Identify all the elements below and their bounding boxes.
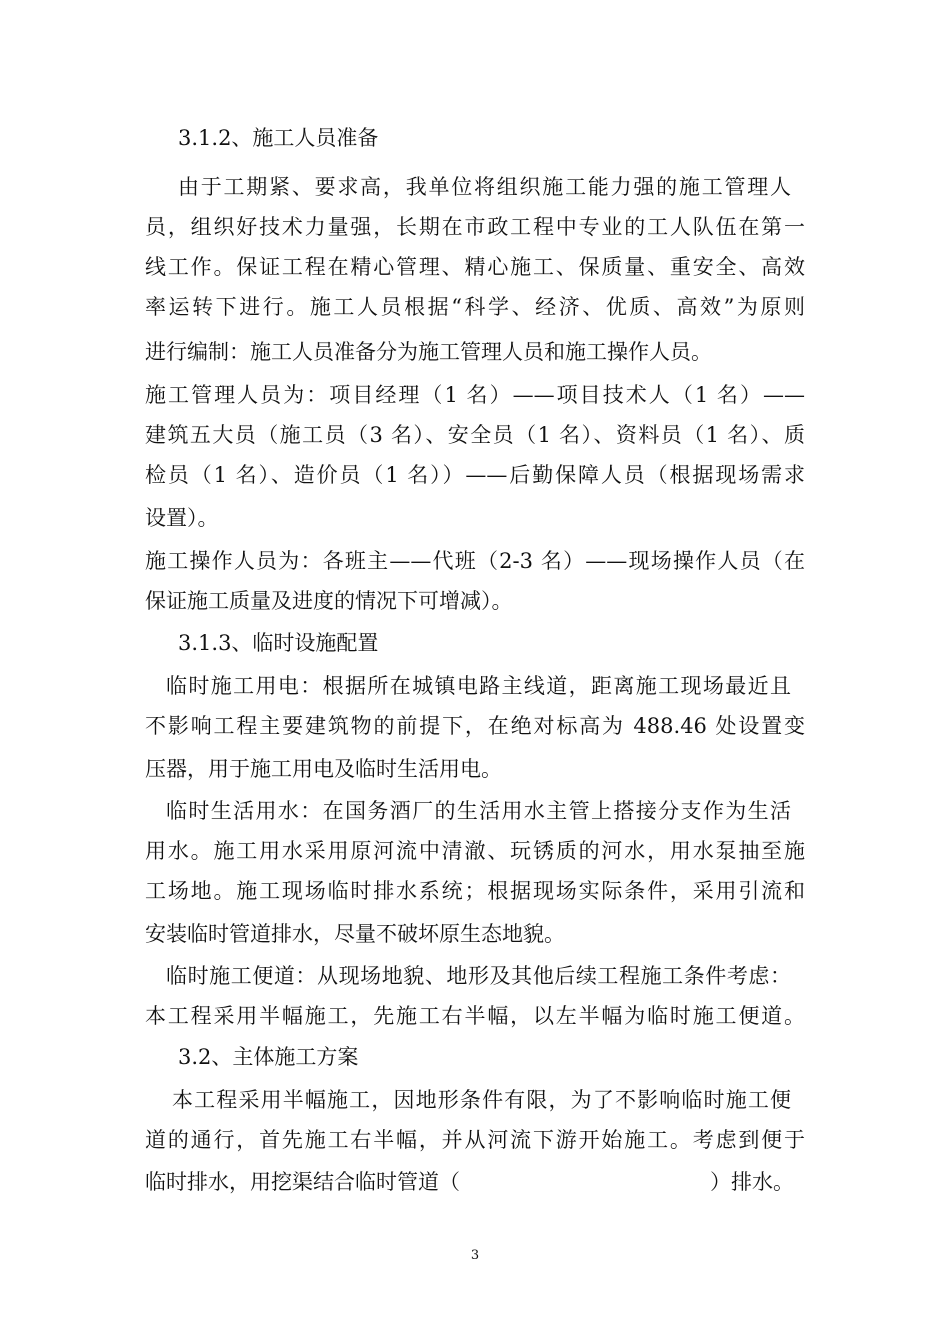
line-text-before-blank: 临时排水，用挖渠结合临时管道（	[145, 1170, 460, 1194]
paragraph-line: 临时生活用水：在国务酒厂的生活用水主管上搭接分支作为生活	[166, 799, 791, 823]
paragraph-line: 线工作。保证工程在精心管理、精心施工、保质量、重安全、高效	[145, 255, 805, 279]
heading-3-1-3: 3.1.3、临时设施配置	[178, 631, 379, 655]
paragraph-line: 保证施工质量及进度的情况下可增减）。	[145, 589, 513, 613]
paragraph-line: 用水。施工用水采用原河流中清澈、玩锈质的河水，用水泵抽至施	[145, 839, 805, 863]
paragraph-line: 检员（1 名）、造价员（1 名））——后勤保障人员（根据现场需求	[145, 463, 805, 487]
paragraph-line: 员，组织好技术力量强，长期在市政工程中专业的工人队伍在第一	[145, 215, 805, 239]
paragraph-line: 进行编制：施工人员准备分为施工管理人员和施工操作人员。	[145, 340, 712, 364]
heading-3-2: 3.2、主体施工方案	[178, 1045, 359, 1069]
paragraph-line: 率运转下进行。施工人员根据“科学、经济、优质、高效”为原则	[145, 295, 805, 319]
paragraph-line: 工场地。施工现场临时排水系统；根据现场实际条件，采用引流和	[145, 879, 805, 903]
paragraph-line: 临时施工便道：从现场地貌、地形及其他后续工程施工条件考虑：	[166, 964, 791, 988]
paragraph-line: 压器，用于施工用电及临时生活用电。	[145, 757, 502, 781]
paragraph-line: 安装临时管道排水，尽量不破坏原生态地貌。	[145, 922, 565, 946]
paragraph-line: 施工操作人员为：各班主——代班（2-3 名）——现场操作人员（在	[145, 549, 805, 573]
page-number: 3	[470, 1248, 480, 1263]
paragraph-line: 本工程采用半幅施工，先施工右半幅，以左半幅为临时施工便道。	[145, 1004, 805, 1028]
paragraph-line-with-blank	[145, 1167, 805, 1197]
paragraph-line: 施工管理人员为：项目经理（1 名）——项目技术人（1 名）——	[145, 383, 805, 407]
paragraph-line: 不影响工程主要建筑物的前提下，在绝对标高为 488.46 处设置变	[145, 714, 805, 738]
paragraph-line: 由于工期紧、要求高，我单位将组织施工能力强的施工管理人	[178, 175, 791, 199]
paragraph-line: 临时施工用电：根据所在城镇电路主线道，距离施工现场最近且	[166, 674, 791, 698]
paragraph-line: 设置）。	[145, 506, 219, 530]
paragraph-line: 道的通行，首先施工右半幅，并从河流下游开始施工。考虑到便于	[145, 1128, 805, 1152]
paragraph-line: 建筑五大员（施工员（3 名）、安全员（1 名）、资料员（1 名）、质	[145, 423, 805, 447]
paragraph-line: 本工程采用半幅施工，因地形条件有限，为了不影响临时施工便	[172, 1088, 791, 1112]
line-text-after-blank: ）排水。	[710, 1170, 794, 1194]
heading-3-1-2: 3.1.2、施工人员准备	[178, 126, 379, 150]
